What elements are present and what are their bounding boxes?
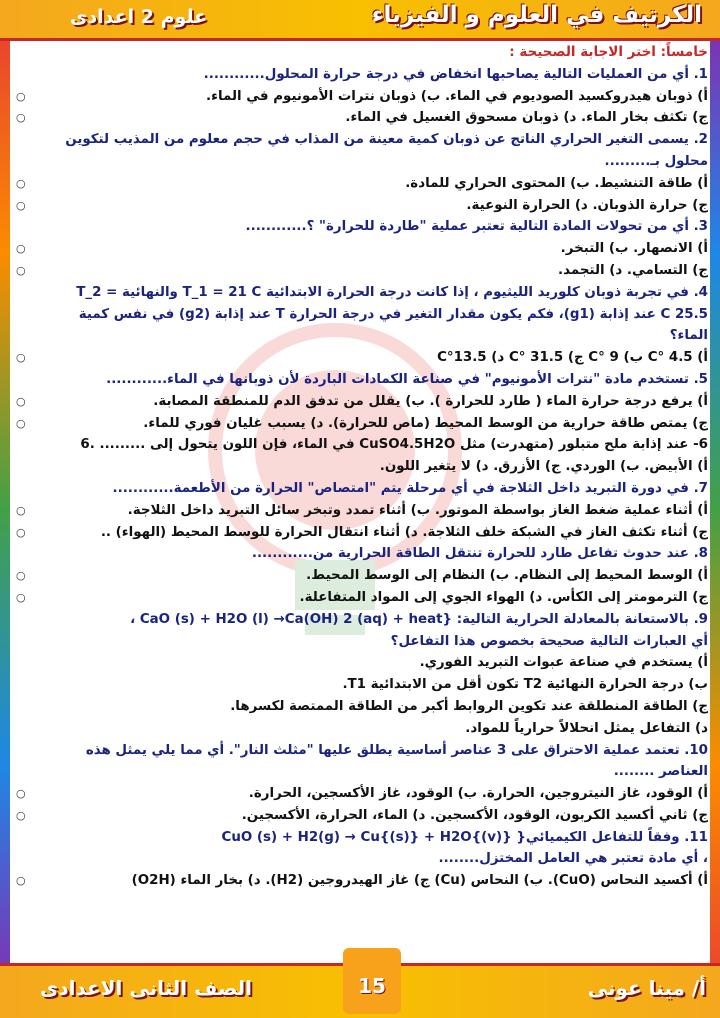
option-bullet-icon: ○ (16, 263, 26, 277)
question-line (16, 609, 708, 631)
question-line (16, 478, 708, 500)
question-line (16, 325, 708, 347)
book-title: الكرتيف في العلوم و الفيزياء (371, 2, 702, 28)
question-line (16, 848, 708, 870)
answer-line (16, 86, 708, 108)
question-line (16, 631, 708, 653)
answer-line (16, 587, 708, 609)
page-number: 15 (343, 948, 401, 1014)
right-border (710, 0, 720, 1018)
line-text: أي العبارات التالية صحيحة بخصوص هذا التفاعل؟ (390, 633, 708, 649)
line-text: 3. أي من تحولات المادة التالية تعتبر عملية "طاردة للحرارة" ؟............ (245, 219, 708, 235)
question-line (16, 64, 708, 86)
line-text: د) التفاعل يمثل انحلالاً حرارياً للمواد. (465, 720, 708, 736)
option-bullet-icon: ○ (16, 198, 26, 212)
option-bullet-icon: ○ (16, 351, 26, 365)
option-bullet-icon: ○ (16, 111, 26, 125)
question-line (16, 740, 708, 762)
line-text: 8. عند حدوث تفاعل طارد للحرارة تنتقل الطاقة الحرارية من............ (251, 546, 708, 562)
line-text: 6- عند إذابة ملح متبلور (متهدرت) مثل CuSO4.5H2O في الماء، فإن اللون يتحول إلى ......... .6 (80, 437, 708, 453)
line-text: 4. في تجربة ذوبان كلوريد الليثيوم ، إذا كانت درجة الحرارة الابتدائية T_1 = 21 C والنهائية = T_2 (76, 284, 708, 300)
question-line (16, 216, 708, 238)
question-line (16, 282, 708, 304)
option-bullet-icon: ○ (16, 416, 26, 430)
line-text: 2. يسمى التغير الحراري الناتج عن ذوبان كمية معينة من المذاب في حجم معلوم من المذيب لتكوين (65, 132, 708, 148)
answer-line (16, 652, 708, 674)
option-bullet-icon: ○ (16, 89, 26, 103)
line-text: أ) يستخدم في صناعة عبوات التبريد الفوري. (419, 655, 708, 671)
answer-line (16, 238, 708, 260)
option-bullet-icon: ○ (16, 787, 26, 801)
answer-line (16, 718, 708, 740)
section-title: خامساً: اختر الاجابة الصحيحة : (509, 44, 708, 60)
line-text: العناصر ........ (613, 764, 708, 780)
answer-line (16, 500, 708, 522)
answer-line (16, 870, 708, 892)
question-line (16, 827, 708, 849)
teacher-name: أ/ مينا عونى (587, 976, 706, 1000)
answer-line (16, 260, 708, 282)
line-text: الماء؟ (669, 328, 708, 344)
answer-line (16, 391, 708, 413)
line-text: محلول بـ......... (604, 153, 708, 169)
grade-subject: علوم 2 اعدادى (70, 6, 208, 28)
line-text: ج) التسامي. د) التجمد. (558, 262, 708, 278)
option-bullet-icon: ○ (16, 874, 26, 888)
question-line (16, 369, 708, 391)
option-bullet-icon: ○ (16, 503, 26, 517)
line-text: أ) الوقود، غاز النيتروجين، الحرارة. ب) الوقود، غاز الأكسجين، الحرارة. (248, 786, 708, 802)
answer-line (16, 674, 708, 696)
question-line (16, 151, 708, 173)
header-band (0, 0, 720, 41)
line-text: ج) يمتص طاقة حرارية من الوسط المحيط (ماص للحرارة). د) يسبب غليان فوري للماء. (143, 415, 708, 431)
question-list (16, 42, 708, 892)
line-text: 5. تستخدم مادة "نترات الأمونيوم" في صناعة الكمادات الباردة لأن ذوبانها في الماء............ (106, 371, 708, 387)
line-text: أ) الانصهار. ب) التبخر. (560, 241, 708, 257)
line-text: أ) يرفع درجة حرارة الماء ( طارد للحرارة ). ب) يقلل من تدفق الدم للمنطقة المصابة. (153, 393, 708, 409)
question-line (16, 129, 708, 151)
line-text: ج) أثناء تكثف الغاز في الشبكة خلف الثلاجة. د) أثناء انتقال الحرارة للوسط المحيط (الهواء) .. (100, 524, 708, 540)
option-bullet-icon: ○ (16, 394, 26, 408)
answer-line (16, 783, 708, 805)
answer-line (16, 434, 708, 456)
line-text: 1. أي من العمليات التالية يصاحبها انخفاض في درجة حرارة المحلول............ (203, 66, 708, 82)
line-text: 9. بالاستعانة بالمعادلة الحرارية التالية: {CaO (s) + H2O (l) →Ca(OH) 2 (aq) + heat ، (130, 611, 708, 627)
question-line (16, 304, 708, 326)
answer-line (16, 522, 708, 544)
line-text: أ) الوسط المحيط إلى النظام. ب) النظام إلى الوسط المحيط. (306, 568, 708, 584)
answer-line (16, 173, 708, 195)
answer-line (16, 413, 708, 435)
option-bullet-icon: ○ (16, 242, 26, 256)
question-line (16, 543, 708, 565)
line-text: ج) حرارة الذوبان. د) الحرارة النوعية. (466, 197, 708, 213)
option-bullet-icon: ○ (16, 808, 26, 822)
answer-line (16, 565, 708, 587)
line-text: ب) درجة الحرارة النهائية T2 تكون أقل من الابتدائية T1. (342, 677, 708, 693)
line-text: أ) C° 4.5 ب) C° 9 ج) C° 31.5 د) C°13.5 (437, 350, 708, 366)
footer-band (0, 963, 720, 1018)
line-text: ج) الطاقة المنطلقة عند تكوين الروابط أكبر من الطاقة الممتصة لكسرها. (230, 698, 708, 714)
option-bullet-icon: ○ (16, 569, 26, 583)
line-text: 11. وفقاً للتفاعل الكيميائي{ CuO (s) + H2(g) → Cu{(s)} + H2O{(v)} (221, 829, 708, 845)
left-border (0, 0, 10, 1018)
line-text: أ) ذوبان هيدروكسيد الصوديوم في الماء. ب) ذوبان نترات الأمونيوم في الماء. (206, 88, 708, 104)
answer-line (16, 456, 708, 478)
answer-line (16, 696, 708, 718)
line-text: ج) تكثف بخار الماء. د) ذوبان مسحوق الغسيل في الماء. (345, 110, 708, 126)
answer-line (16, 195, 708, 217)
option-bullet-icon: ○ (16, 590, 26, 604)
line-text: ج) الترمومتر إلى الكأس. د) الهواء الجوي إلى المواد المتفاعلة. (299, 589, 708, 605)
question-line (16, 761, 708, 783)
line-text: ج) ثاني أكسيد الكربون، الوقود، الأكسجين. د) الماء، الحرارة، الأكسجين. (241, 807, 708, 823)
answer-line (16, 347, 708, 369)
line-text: أ) أثناء عملية ضغط الغاز بواسطة الموتور. ب) أثناء تمدد وتبخر سائل التبريد داخل الثلاجة. (127, 502, 708, 518)
grade-label: الصف الثانى الاعدادى (40, 976, 253, 1000)
line-text: 25.5 C عند إذابة (g1)، فكم يكون مقدار التغير في درجة الحرارة T عند إذابة (g2) في نفس كمية (78, 306, 708, 322)
option-bullet-icon: ○ (16, 176, 26, 190)
line-text: أ) أكسيد النحاس (CuO). ب) النحاس (Cu) ج) غاز الهيدروجين (H2). د) بخار الماء (O2H) (131, 873, 708, 889)
line-text: 7. في دورة التبريد داخل الثلاجة في أي مرحلة يتم "امتصاص" الحرارة من الأطعمة............ (112, 480, 708, 496)
line-text: 10. تعتمد عملية الاحتراق على 3 عناصر أساسية يطلق عليها "مثلث النار". أي مما يلي يمثل هذه (85, 742, 708, 758)
answer-line (16, 805, 708, 827)
answer-line (16, 107, 708, 129)
line-text: ، أي مادة تعتبر هي العامل المختزل........ (438, 851, 708, 867)
line-text: أ) الأبيض. ب) الوردي. ج) الأزرق. د) لا يتغير اللون. (379, 459, 708, 475)
line-text: أ) طاقة التنشيط. ب) المحتوى الحراري للمادة. (405, 175, 708, 191)
option-bullet-icon: ○ (16, 525, 26, 539)
